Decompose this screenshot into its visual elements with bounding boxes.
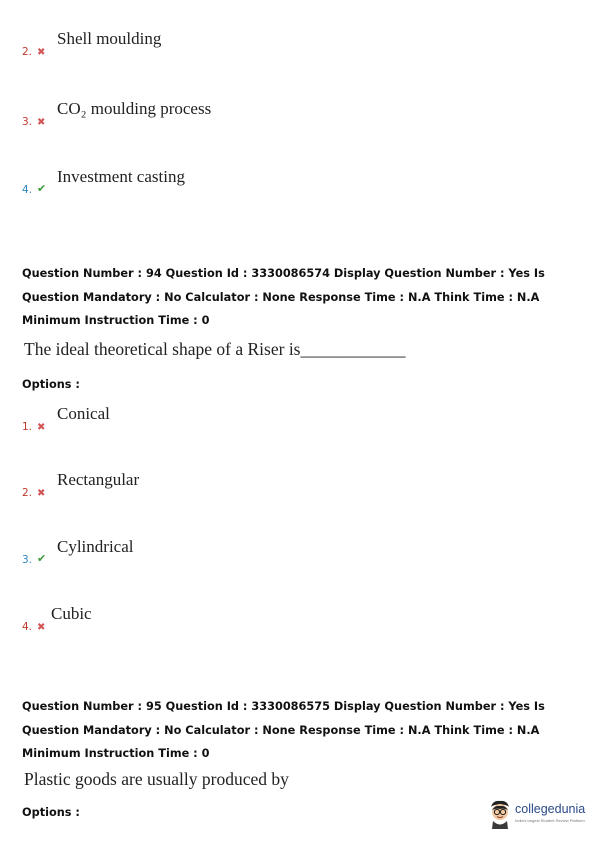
check-icon: ✔ — [37, 182, 47, 195]
option-number: 3. — [22, 116, 33, 128]
option-number: 4. — [22, 184, 33, 196]
check-icon: ✔ — [37, 552, 47, 565]
question-text: Plastic goods are usually produced by — [24, 769, 289, 789]
option-number: 2. — [22, 46, 33, 58]
collegedunia-logo — [487, 798, 591, 832]
cross-icon: ✖ — [37, 47, 46, 58]
option-text: Investment casting — [57, 167, 185, 186]
options-label: Options : — [22, 806, 80, 819]
logo-brand-text: collegedunia — [515, 802, 586, 816]
options-label: Options : — [22, 378, 80, 391]
option-text: Conical — [57, 404, 110, 423]
cross-icon: ✖ — [37, 422, 46, 433]
option-number: 2. — [22, 487, 33, 499]
option-text: Cubic — [51, 604, 92, 623]
option-text: Rectangular — [57, 470, 140, 489]
option-number: 3. — [22, 554, 33, 566]
question-text: The ideal theoretical shape of a Riser is____________ — [24, 339, 406, 359]
cross-icon: ✖ — [37, 488, 46, 499]
logo-tagline: India's largest Student Review Platform — [515, 818, 585, 823]
question-meta: Question Number : 94 Question Id : 3330086574 Display Question Number : Yes Is Question Mandatory : No Calculator : None Response Time : N.A Think Time : N.A Minimum Instruction Time : 0 — [22, 267, 545, 327]
option-text: CO₂ moulding process — [57, 99, 212, 118]
question-meta: Question Number : 95 Question Id : 3330086575 Display Question Number : Yes Is Question Mandatory : No Calculator : None Response Time : N.A Think Time : N.A Minimum Instruction Time : 0 — [22, 700, 545, 760]
option-number: 4. — [22, 621, 33, 633]
cross-icon: ✖ — [37, 117, 46, 128]
cross-icon: ✖ — [37, 622, 46, 633]
mascot-icon — [487, 798, 513, 830]
option-number: 1. — [22, 421, 33, 433]
option-text: Shell moulding — [57, 29, 162, 48]
option-text: Cylindrical — [57, 537, 134, 556]
